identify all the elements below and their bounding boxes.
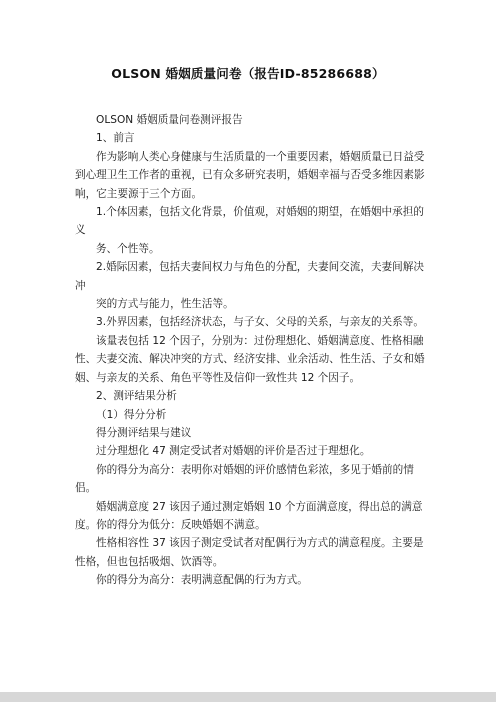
paragraph-factor-individual-cont: 务、个性等。 <box>96 242 160 255</box>
paragraph-scale-factors: 该量表包括 12 个因子，分别为：过份理想化、婚姻满意度、性格相融性、夫妻交流、解决冲突的方式、经济安排、业余活动、性生活、子女和婚姻、与亲友的关系、角色平等性及信仰一致性共 12 个因子。 <box>75 334 425 384</box>
paragraph-factor-individual: 1.个体因素，包括文化背景，价值观，对婚姻的期望，在婚姻中承担的义 <box>75 206 424 237</box>
section-heading-analysis: 2、测评结果分析 <box>96 390 177 403</box>
paragraph-intro: 作为影响人类心身健康与生活质量的一个重要因素，婚姻质量已日益受到心理卫生工作者的重视，已有众多研究表明，婚姻幸福与否受多维因素影响，它主要源于三个方面。 <box>75 150 425 200</box>
score-idealization: 过分理想化 47 测定受试者对婚姻的评价是否过于理想化。 <box>96 445 371 458</box>
score-satisfaction: 婚姻满意度 27 该因子通过测定婚姻 10 个方面满意度，得出总的满意度。你的得分为低分：反映婚姻不满意。 <box>75 500 423 531</box>
bottom-edge-bar <box>0 692 496 702</box>
section-heading-foreword: 1、前言 <box>96 132 135 145</box>
document-body <box>75 111 427 590</box>
score-table-header: 得分测评结果与建议 <box>96 426 192 439</box>
subsection-heading-score: （1）得分分析 <box>96 408 167 421</box>
score-idealization-result: 你的得分为高分：表明你对婚姻的评价感情色彩浓，多见于婚前的情侣。 <box>75 463 414 495</box>
score-personality-result: 你的得分为高分：表明满意配偶的行为方式。 <box>96 574 308 587</box>
paragraph-factor-marital: 2.婚际因素，包括夫妻间权力与角色的分配，夫妻间交流，夫妻间解决冲 <box>75 261 424 292</box>
paragraph-factor-marital-cont: 突的方式与能力，性生活等。 <box>96 298 234 311</box>
document-title: OLSON 婚姻质量问卷（报告ID-85286688） <box>111 66 385 81</box>
report-heading: OLSON 婚姻质量问卷测评报告 <box>96 114 243 126</box>
score-personality: 性格相容性 37 该因子测定受试者对配偶行为方式的满意程度。主要是性格，但也包括吸烟、饮酒等。 <box>75 537 424 568</box>
paragraph-factor-external: 3.外界因素，包括经济状态，与子女、父母的关系，与亲友的关系等。 <box>96 316 424 329</box>
